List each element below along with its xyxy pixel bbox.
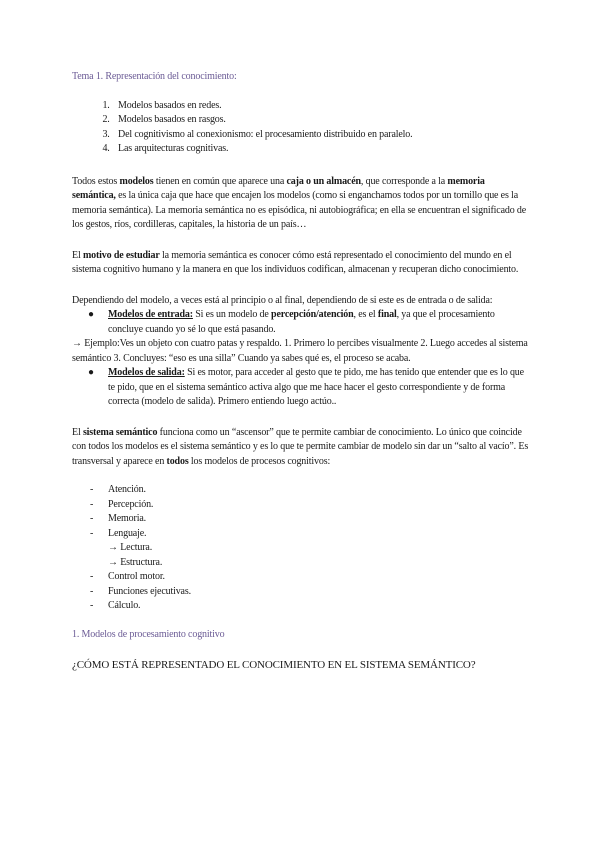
bold-term: todos <box>166 455 189 467</box>
section-heading: 1. Modelos de procesamiento cognitivo <box>72 628 225 640</box>
bold-term: memoria semántica, <box>72 175 485 201</box>
list-item: - Memoria. <box>90 513 146 524</box>
page-title: Tema 1. Representación del conocimiento: <box>72 71 237 82</box>
paragraph-models: Todos estos modelos tienen en común que aparece una caja o un almacén, que corresponde a la memoria semántica, es la única caja que hace que encajen los modelos (como si enganchamos todos por un tornillo que es la memoria semántica). La memoria semántica no es episódica, ni autobiográfica; en ella se encuentran el significado de los gestos, ríos, cordilleras, capitales, la historia de un país… <box>72 175 527 230</box>
bullet-list-input <box>72 308 530 337</box>
arrow-icon: → <box>108 542 118 553</box>
list-item: 4. Las arquitecturas cognitivas. <box>112 142 530 157</box>
list-item: 3. Del cognitivismo al conexionismo: el procesamiento distribuido en paralelo. <box>112 128 530 143</box>
arrow-icon: → <box>108 556 118 568</box>
list-item: - Lenguaje. → Lectura. → Estructura. <box>90 527 530 571</box>
processes-list <box>72 483 530 614</box>
bullet-item-output: ● Modelos de salida: Si es motor, para acceder al gesto que te pido, me has tenido que entender que es lo que te pido, que en el sistema semántico activa algo que me hace hacer el gesto correspondiente y de forma correcta (modelo de salida). Primero entiendo luego actúo.. <box>88 367 524 407</box>
bullet-item-input: ● Modelos de entrada: Si es un modelo de percepción/atención, es el final, ya que el procesamiento concluye cuando yo sé lo que está pasando. <box>88 309 495 335</box>
list-item: 2. Modelos basados en rasgos. <box>112 113 530 128</box>
bullet-label: Modelos de salida: <box>108 367 185 378</box>
bold-term: motivo de estudiar <box>82 249 160 261</box>
list-item: 1. Modelos basados en redes. <box>112 99 530 114</box>
paragraph-semantic-system: El sistema semántico funciona como un “ascensor” que te permite cambiar de conocimiento. Lo único que coincide con todos los modelos es el sistema semántico y es lo que te permite cambiar de modelo sin dar un “salto al vacío”. Es transversal y aparece en todos los modelos de procesos cognitivos: <box>72 426 529 467</box>
example-text: → Ejemplo:Ves un objeto con cuatro patas y respaldo. 1. Primero lo percibes visualmente 2. Luego accedes al sistema semántico 3. Concluyes: “eso es una silla” Cuando ya sabes qué es, el proceso se acaba. <box>72 338 528 364</box>
bullet-label: Modelos de entrada: <box>108 309 193 320</box>
bullet-icon: ● <box>88 367 94 378</box>
paragraph-motive: El motivo de estudiar la memoria semántica es conocer cómo está representado el conocimiento del mundo en el sistema cognitivo humano y la manera en que los individuos codifican, almacenan y recuperan dicho conocimiento. <box>72 249 519 275</box>
bullet-list-output <box>72 366 530 410</box>
topics-list <box>72 99 530 157</box>
sub-item: → Lectura. <box>108 542 153 553</box>
bullet-icon: ● <box>88 309 94 320</box>
bold-term: caja o un almacén <box>286 175 361 187</box>
paragraph-depending: Dependiendo del modelo, a veces está al principio o al final, dependiendo de si este es de entrada o de salida: <box>72 294 493 306</box>
bold-term: sistema semántico <box>82 426 158 438</box>
list-item: - Control motor. <box>90 571 165 582</box>
document-page <box>72 70 530 673</box>
list-item: - Cálculo. <box>90 600 141 611</box>
list-item: - Percepción. <box>90 498 154 510</box>
list-item: - Funciones ejecutivas. <box>90 585 191 597</box>
question-heading: ¿CÓMO ESTÁ REPRESENTADO EL CONOCIMIENTO EN EL SISTEMA SEMÁNTICO? <box>72 659 476 671</box>
sub-item: → Estructura. <box>108 556 163 568</box>
list-item: - Atención. <box>90 484 146 495</box>
bold-term: modelos <box>119 175 154 187</box>
